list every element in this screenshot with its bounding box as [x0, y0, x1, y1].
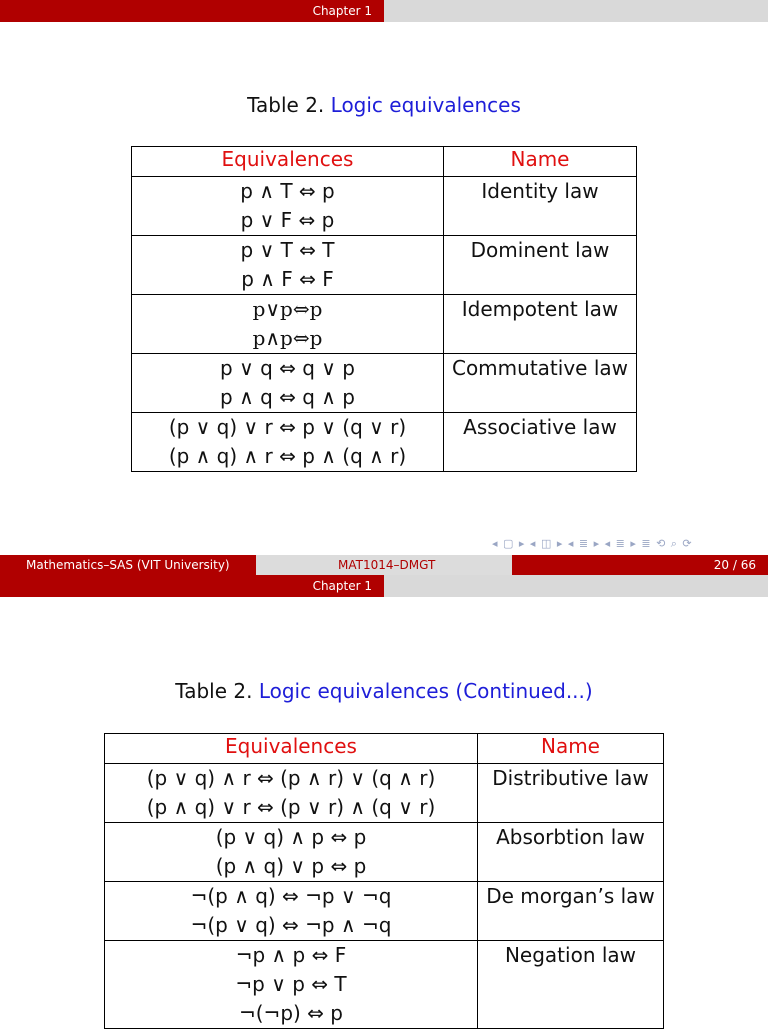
caption-title: Logic equivalences [330, 93, 521, 117]
slide1-footer-bar [0, 555, 768, 575]
equivalence-line: p ∨ q ⇔ q ∨ p [220, 356, 355, 380]
equivalence-line: p ∨ F ⇔ p [240, 208, 335, 232]
law-name-cell [444, 177, 637, 236]
equivalence-line: (p ∨ q) ∨ r ⇔ p ∨ (q ∨ r) [168, 415, 407, 439]
table-row [105, 764, 664, 823]
equivalence-line: (p ∧ q) ∧ r ⇔ p ∧ (q ∧ r) [168, 444, 407, 468]
caption-prefix: Table 2. [247, 93, 325, 117]
law-name-cell [444, 354, 637, 413]
law-name-cell [478, 882, 664, 941]
law-name: Identity law [481, 179, 599, 203]
law-name-cell [444, 295, 637, 354]
law-name: De morgan’s law [486, 884, 655, 908]
equivalence-line: p∧p⇔p [252, 326, 323, 350]
equivalence-line: p ∨ T ⇔ T [240, 238, 335, 262]
table-row [132, 354, 637, 413]
equivalence-line: p ∧ q ⇔ q ∧ p [220, 385, 355, 409]
equivalence-cell [132, 177, 444, 236]
law-name: Commutative law [451, 356, 628, 380]
table-header-row [105, 734, 664, 764]
footer-page-number: 20 / 66 [512, 555, 768, 575]
table-header-row [132, 147, 637, 177]
equivalence-cell [132, 354, 444, 413]
equivalence-line: ¬p ∨ p ⇔ T [235, 972, 347, 996]
table-row [132, 236, 637, 295]
equivalences-header: Equivalences [105, 734, 478, 764]
table-row [132, 413, 637, 472]
slide1-header-bar [0, 0, 768, 22]
law-name: Absorbtion law [496, 825, 645, 849]
slide1-table-caption [0, 93, 768, 117]
caption-prefix: Table 2. [175, 679, 253, 703]
equivalence-line: p∨p⇔p [252, 297, 323, 321]
equivalence-line: (p ∨ q) ∧ p ⇔ p [215, 825, 367, 849]
equivalence-line: ¬(p ∨ q) ⇔ ¬p ∧ ¬q [190, 913, 392, 937]
law-name-cell [478, 941, 664, 1029]
equivalence-cell [132, 295, 444, 354]
equivalence-line: p ∧ F ⇔ F [241, 267, 334, 291]
slide1-equivalences-table [131, 146, 637, 472]
footer-course: MAT1014–DMGT [256, 555, 512, 575]
table-row [132, 295, 637, 354]
equivalence-line: ¬p ∧ p ⇔ F [235, 943, 347, 967]
header-right-panel [384, 0, 768, 22]
law-name: Associative law [463, 415, 617, 439]
equivalence-cell [132, 413, 444, 472]
table-row [105, 882, 664, 941]
equivalence-line: (p ∨ q) ∧ r ⇔ (p ∧ r) ∨ (q ∧ r) [146, 766, 436, 790]
equivalence-cell [105, 764, 478, 823]
chapter-label: Chapter 1 [0, 575, 384, 597]
equivalence-cell [105, 882, 478, 941]
table-row [132, 177, 637, 236]
law-name-cell [444, 413, 637, 472]
slide2-header-bar [0, 575, 768, 597]
table-row [105, 941, 664, 1029]
equivalence-line: ¬(¬p) ⇔ p [239, 1001, 343, 1025]
equivalence-line: (p ∧ q) ∨ r ⇔ (p ∨ r) ∧ (q ∨ r) [146, 795, 436, 819]
equivalence-cell [132, 236, 444, 295]
equivalence-cell [105, 823, 478, 882]
equivalence-line: ¬(p ∧ q) ⇔ ¬p ∨ ¬q [190, 884, 392, 908]
footer-author: Mathematics–SAS (VIT University) [0, 555, 256, 575]
law-name-cell [444, 236, 637, 295]
equivalences-header: Equivalences [132, 147, 444, 177]
law-name: Idempotent law [461, 297, 619, 321]
chapter-label: Chapter 1 [0, 0, 384, 22]
equivalence-line: (p ∧ q) ∨ p ⇔ p [215, 854, 367, 878]
table-row [105, 823, 664, 882]
caption-title: Logic equivalences (Continued...) [258, 679, 593, 703]
name-header: Name [444, 147, 637, 177]
law-name-cell [478, 764, 664, 823]
law-name: Negation law [504, 943, 637, 967]
beamer-navigation-icons[interactable]: ◂ ▢ ▸ ◂ ◫ ▸ ◂ ≣ ▸ ◂ ≣ ▸ ≣ ⟲ ⌕ ⟳ [492, 537, 693, 550]
slide2-table-caption [0, 679, 768, 703]
law-name: Dominent law [470, 238, 610, 262]
name-header: Name [478, 734, 664, 764]
law-name-cell [478, 823, 664, 882]
equivalence-cell [105, 941, 478, 1029]
equivalence-line: p ∧ T ⇔ p [240, 179, 335, 203]
slide2-equivalences-table [104, 733, 664, 1029]
law-name: Distributive law [492, 766, 649, 790]
header-right-panel [384, 575, 768, 597]
